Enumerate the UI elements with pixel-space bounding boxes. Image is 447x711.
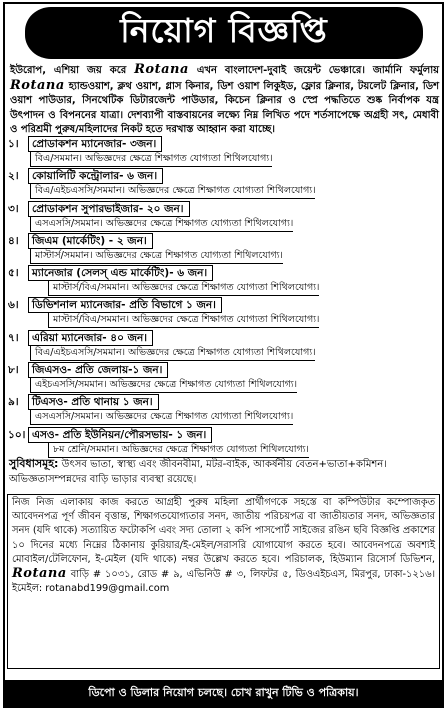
job-title: ম্যানেজার (সেলস্ এন্ড মার্কেটিং)- ৬ জন। <box>28 265 213 281</box>
job-item <box>8 167 441 199</box>
job-title: এসও- প্রতি ইউনিয়ন/পৌরসভায়- ১ জন। <box>28 427 212 443</box>
job-item <box>8 264 441 296</box>
job-advertisement <box>3 2 444 708</box>
job-title: টিএসও- প্রতি থানায় ১ জন। <box>28 394 159 410</box>
job-item <box>8 426 441 458</box>
job-item <box>8 361 441 393</box>
benefits-text: উৎসব ভাতা, স্বাস্থ্য এবং জীবনবীমা, মটর-বাইক, আকর্ষনীয় বেতন+ভাতা+কমিশন। অভিজ্ঞতাসম্পন্নদের বাড়ি ভাড়ার ব্যবস্থা রয়েছে। <box>9 459 387 485</box>
job-item <box>8 200 441 232</box>
job-number: ১। <box>8 138 19 150</box>
footer-text: ডিপো ও ডিলার নিয়োগ চলছে। চোখ রাখুন টিভি ও পত্রিকায়। <box>88 685 359 699</box>
job-title: ডিভিশনাল ম্যানেজার- প্রতি বিভাগে ১ জন। <box>28 297 222 313</box>
job-item <box>8 232 441 264</box>
job-title: প্রোডাকশন ম্যানেজার- ৩জন। <box>28 136 162 152</box>
header-banner <box>25 7 423 59</box>
intro-text-2: এখন বাংলাদেশ-দুবাই জয়েন্ট ভেঞ্চারে। জার্মানি ফর্মুলায় <box>196 65 440 76</box>
job-number: ৯। <box>8 396 19 409</box>
instructions-text: নিজ নিজ এলাকায় কাজ করতে আগ্রহী পুরুষ মহিলা প্রার্থীগণকে সহস্তে বা কম্পিউটার কম্পোজকৃত আবেদনপত্র পূর্ণ জীবন বৃত্তান্ত, শিক্ষাগতযোগ্যতার সনদ, জাতীয় পরিচয়পত্র বা জাতীয়তার সনদ, অভিজ্ঞতার সনদ (যদি থাকে) সত্যায়িত ফটোকপি এবং সদ্য তোলা ২ কপি পাসপোর্ট সাইজের রঙিন ছবি বিজ্ঞপ্তি প্রকাশের ১০ দিনের মধ্যে নিম্নের ঠিকানায় কুরিয়ার/ই-মেইল/সরাসরি যোগাযোগ করতে হবে। আবেদনপত্রে অবশ্যই মোবাইল/টেলিফোন, ই-মেইল (যদি থাকে) নম্বর উল্লেখ করতে হবে। <box>12 497 435 565</box>
job-title: এরিয়া ম্যানেজার- ৪০ জন। <box>28 330 153 346</box>
job-item <box>8 393 441 425</box>
intro-text-3: হ্যান্ডওয়াশ, ক্লথ ওয়াশ, গ্লাস কিনার, ডিশ ওয়াশ লিকুইড, ফ্লোর ক্লিনার, টয়লেট ক্লিনার, ডিশ ওয়াশ পাউডার, সিনথেটিক ডিটারজেন্ট পাউডার, কিচেন ক্লিনার ও স্প্রে পদ্ধতিতে শুষ্ক নির্বাপক যন্ত্র উৎপাদন ও বিপননের যাত্রা। দেশব্যাপী বাস্তবায়নের লক্ষ্যে নিম্ন লিখিত পদে শর্তসাপেক্ষে অগ্রহী সৎ, মেধাবী ও পরিশ্রমী পুরুষ/মহিলাদের নিকট হতে দরখাস্ত আহ্বান করা যাচ্ছে। <box>10 80 440 135</box>
job-title: জিএম (মার্কেটিং) - ২ জন। <box>28 233 153 249</box>
job-number: ৬। <box>8 299 19 312</box>
intro-paragraph <box>10 63 439 138</box>
job-requirement: এসএসসি/সমমান। অভিজ্ঞদের ক্ষেত্রে শিক্ষাগত যোগ্যতা শিথিলযোগ্য। <box>30 217 293 232</box>
job-number: ৪। <box>8 234 19 247</box>
benefits-section <box>9 456 439 487</box>
job-title: কোয়ালিটি কন্ট্রোলার- ৬ জন। <box>28 168 163 184</box>
footer-banner <box>5 680 442 706</box>
job-list <box>8 135 441 458</box>
job-requirement: মাস্টার্স/বিএ/সমমান। অভিজ্ঞদের ক্ষেত্রে শিক্ষাগত যোগ্যতা শিথিলযোগ্য। <box>48 281 319 296</box>
job-requirement: এইচএসসি/সমমান। অভিজ্ঞদের ক্ষেত্রে শিক্ষাগত যোগ্যতা শিথিলযোগ্য। <box>30 378 297 393</box>
job-number: ২। <box>8 170 19 183</box>
job-number: ৫। <box>8 267 19 280</box>
benefits-label: সুবিধাসমূহ: <box>9 457 59 470</box>
job-item <box>8 329 441 361</box>
address-text: বাড়ি # ১০৩১, রোড # ৯, এভিনিউ # ৩, লিফটর ৫, ডিওএইচএস, মিরপুর, ঢাকা-১২১৬। ইমেইল: rotanabd199@gmail.com <box>12 569 436 595</box>
page-title: নিয়োগ বিজ্ঞপ্তি <box>120 11 328 50</box>
job-item <box>8 296 441 328</box>
job-number: ৩। <box>8 202 19 215</box>
job-number: ৮। <box>8 364 19 377</box>
job-title: প্রোডাকশন সুপারভাইজার- ২০ জন। <box>28 201 190 217</box>
job-number: ৭। <box>8 331 19 344</box>
brand-logo: Rotana <box>134 62 189 77</box>
job-title: জিএসও- প্রতি জেলায়-১ জন। <box>28 362 168 378</box>
intro-text-1: ইউরোপ, এশিয়া জয় করে <box>10 65 127 76</box>
job-requirement: মাস্টার্স/বিএ/সমমান। অভিজ্ঞদের ক্ষেত্রে শিক্ষাগত যোগ্যতা শিথিলযোগ্য। <box>48 313 319 328</box>
job-item <box>8 135 441 167</box>
job-requirement: বিএ/সমমান। অভিজ্ঞদের ক্ষেত্রে শিক্ষাগত যোগ্যতা শিথিলযোগ্য। <box>30 152 272 167</box>
job-requirement: ৮ম শ্রেনি/সমমান। অভিজ্ঞদের ক্ষেত্রে শিক্ষাগত যোগ্যতা শিথিলযোগ্য। <box>48 443 309 458</box>
brand-logo: Rotana <box>10 77 65 93</box>
job-requirement: এসএসসি/সমমান। অভিজ্ঞদের ক্ষেত্রে শিক্ষাগত যোগ্যতা শিথিলযোগ্য। <box>30 410 293 425</box>
job-requirement: বিএ/এইচএসসি/সমমান। অভিজ্ঞদের ক্ষেত্রে শিক্ষাগত যোগ্যতা শিথিলযোগ্য। <box>30 346 315 361</box>
job-number: ১০। <box>8 428 26 441</box>
application-instructions <box>7 494 440 669</box>
brand-logo: Rotana <box>12 566 67 582</box>
job-requirement: মাস্টার্স/সমমান। অভিজ্ঞদের ক্ষেত্রে শিক্ষাগত যোগ্যতা শিথিলযোগ্য। <box>30 249 283 264</box>
job-requirement: বিএ/এইচএসসি/সমমান। অভিজ্ঞদের ক্ষেত্রে শিক্ষাগত যোগ্যতা শিথিলযোগ্য। <box>30 184 315 199</box>
address-prefix: পরিচালক, হিউম্যান রিসোর্স ডিভিশন, <box>284 553 436 565</box>
